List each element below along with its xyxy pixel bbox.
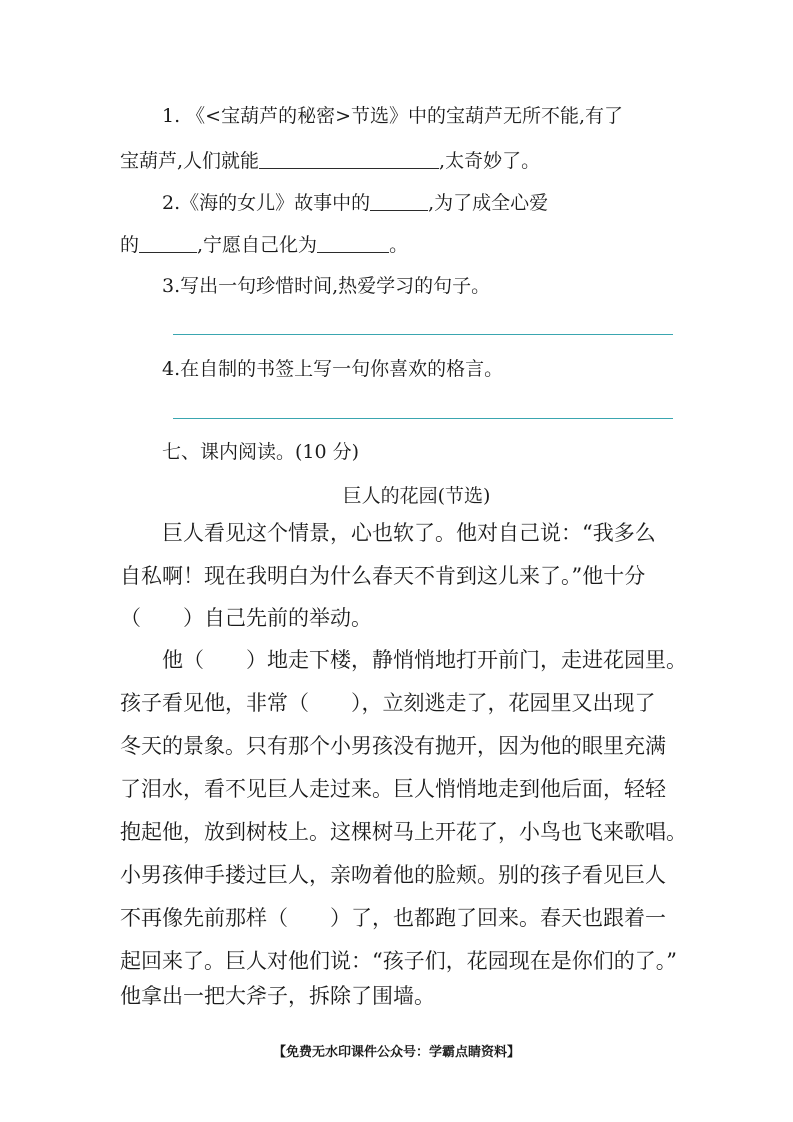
passage-line [120, 820, 687, 844]
question-2-end: 。 [389, 234, 409, 256]
passage-line-text: 孩子看见他，非常（ ），立刻逃走了，花园里又出现了 [120, 691, 656, 715]
section-heading [162, 440, 359, 464]
answer-blank[interactable] [139, 234, 197, 253]
footer-watermark [0, 1041, 793, 1060]
question-1-line-1 [162, 104, 623, 128]
passage-line-text: 不再像先前那样（ ）了，也都跑了回来。春天也跟着一 [120, 906, 666, 930]
passage-line [120, 777, 666, 801]
question-3 [162, 274, 490, 298]
question-4-text: 4.在自制的书签上写一句你喜欢的格言。 [162, 358, 504, 380]
passage-title [20, 484, 793, 508]
passage-line [120, 949, 677, 973]
passage-line-text: 巨人看见这个情景，心也软了。他对自己说：“我多么 [162, 521, 656, 545]
question-4 [162, 357, 503, 381]
passage-line-text: 小男孩伸手搂过巨人，亲吻着他的脸颊。别的孩子看见巨人 [120, 863, 666, 887]
passage-line [120, 691, 656, 715]
passage-line [162, 521, 656, 545]
passage-line [162, 648, 687, 672]
footer-text: 【免费无水印课件公众号：学霸点睛资料】 [272, 1045, 520, 1060]
question-1-line-2 [120, 148, 540, 173]
passage-line-text: 了泪水，看不见巨人走过来。巨人悄悄地走到他后面，轻轻 [120, 777, 666, 801]
answer-line[interactable] [173, 418, 673, 419]
passage-line [120, 984, 435, 1008]
passage-title-text: 巨人的花园(节选) [342, 485, 491, 507]
passage-line [120, 564, 645, 588]
answer-blank[interactable] [370, 192, 428, 211]
passage-line [120, 606, 372, 630]
passage-line-text: 自私啊！现在我明白为什么春天不肯到这儿来了。”他十分 [120, 564, 646, 588]
passage-line-text: 冬天的景象。只有那个小男孩没有抛开，因为他的眼里充满 [120, 734, 666, 758]
question-2-mid: ,为了成全心爱 [428, 192, 549, 214]
answer-blank[interactable] [317, 234, 389, 253]
passage-line [120, 906, 666, 930]
question-1-tail: ,太奇妙了。 [439, 150, 541, 172]
passage-line-text: 他拿出一把大斧子，拆除了围墙。 [120, 984, 435, 1008]
answer-blank[interactable] [259, 150, 439, 169]
question-2-line-1 [162, 190, 548, 215]
passage-line-text: （ ）自己先前的举动。 [120, 606, 372, 630]
passage-line-text: 起回来了。巨人对他们说：“孩子们，花园现在是你们的了。” [120, 949, 677, 973]
question-3-text: 3.写出一句珍惜时间,热爱学习的句子。 [162, 275, 491, 297]
question-2-middle: ,宁愿自己化为 [197, 234, 318, 256]
question-1-prompt: 宝葫芦,人们就能 [120, 150, 260, 172]
question-2-prefix: 的 [120, 234, 140, 256]
question-2-text: 2.《海的女儿》故事中的 [162, 192, 371, 214]
passage-line-text: 他（ ）地走下楼，静悄悄地打开前门，走进花园里。 [162, 648, 687, 672]
question-1-text: 1. 《<宝葫芦的秘密>节选》中的宝葫芦无所不能,有了 [162, 105, 624, 127]
question-2-line-2 [120, 232, 408, 257]
passage-line [120, 734, 666, 758]
passage-line [120, 863, 666, 887]
section-7-heading: 七、课内阅读。(10 分) [162, 441, 360, 463]
passage-line-text: 抱起他，放到树枝上。这棵树马上开花了，小鸟也飞来歌唱。 [120, 820, 687, 844]
answer-line[interactable] [173, 334, 673, 335]
